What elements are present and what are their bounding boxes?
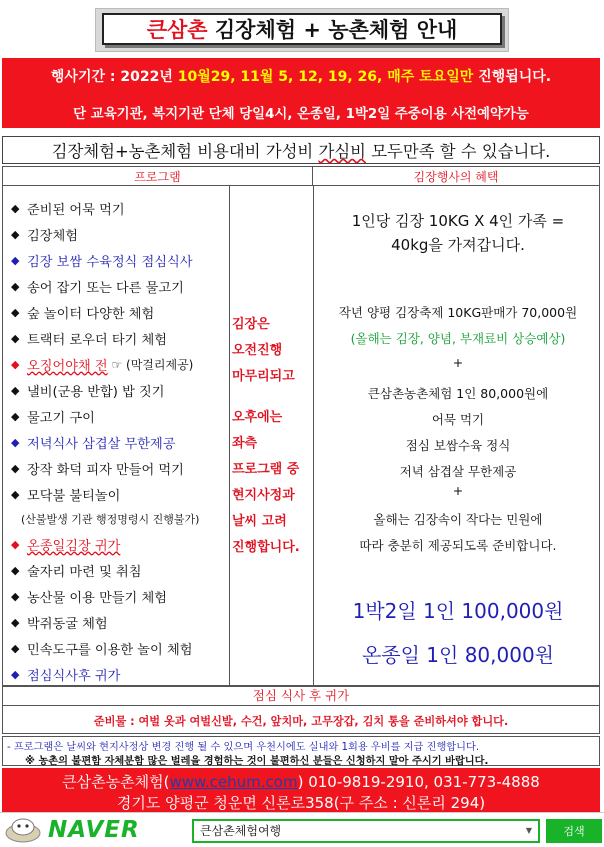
benefit-plus: +	[452, 355, 464, 370]
search-query: 큰삼촌체험여행	[200, 824, 282, 838]
notes-section	[2, 736, 600, 766]
diamond-bullet-icon: ◆	[11, 331, 20, 345]
diamond-bullet-icon: ◆	[11, 667, 20, 681]
contact-phone	[2, 771, 600, 792]
program-item	[11, 507, 233, 531]
program-item	[11, 609, 233, 635]
program-item-label: 민속도구를 이용한 놀이 체험	[27, 642, 193, 658]
program-item	[11, 247, 233, 273]
diamond-bullet-icon: ◆	[11, 305, 20, 319]
title-rest: 김장체험 + 농촌체험 안내	[207, 18, 458, 42]
benefit-kimchi-note	[315, 507, 601, 559]
naver-logo: NAVER	[48, 817, 140, 843]
program-item-label: 저녁식사 삼겹살 무한제공	[27, 436, 176, 452]
title-brand: 큰삼촌	[146, 18, 208, 42]
program-item-label: 모닥불 불티놀이	[27, 488, 121, 504]
text-line: 큰삼촌농촌체험 1인 80,000원에	[367, 386, 549, 401]
program-header: 프로그램	[3, 167, 313, 186]
program-item-label: (산불발생 기관 행정명령시 진행불가)	[21, 513, 200, 526]
event-dates-highlight: 10월29, 11월 5, 12, 19, 26, 매주 토요일만	[177, 69, 474, 85]
program-item-label: 술자리 마련 및 취침	[27, 564, 142, 580]
text-line: 좌측	[232, 436, 258, 451]
program-item	[11, 351, 233, 377]
diamond-bullet-icon: ◆	[11, 253, 20, 267]
search-input[interactable]	[192, 819, 540, 843]
benefit-cost-note: (올해는 김장, 양념, 부재료비 상승예상)	[350, 331, 566, 346]
benefit-package	[315, 381, 601, 485]
naver-search-bar	[0, 812, 604, 847]
program-item-extra: ☞ (막걸리제공)	[107, 357, 194, 372]
text-line: 김장은	[232, 317, 270, 332]
program-list	[11, 195, 233, 687]
text-line: 프로그램 중	[232, 462, 300, 477]
program-item-label: 트랙터 로우더 타기 체험	[27, 332, 167, 348]
program-table	[2, 166, 600, 686]
text-line: 점심 보쌈수육 정식	[405, 438, 511, 453]
dropdown-arrow-icon[interactable]: ▼	[525, 826, 532, 835]
inconvenience-note: ※ 농촌의 불편함 자체분함 많은 벌레을 경험하는 것이 불편하신 분들은 신청하지 말아 주시기 바랍니다.	[25, 756, 489, 767]
price-day: 온종일 1인 80,000원	[361, 643, 555, 667]
text-line: 진행합니다.	[232, 540, 300, 555]
program-item	[11, 273, 233, 299]
event-group-note: 단 교육기관, 복지기관 단체 당일4시, 온종일, 1박2일 주중이용 사전예약가능	[73, 107, 529, 122]
program-item	[11, 195, 233, 221]
lunch-return: 점심 식사 후 귀가	[3, 686, 599, 706]
diamond-bullet-icon: ◆	[11, 227, 20, 241]
text-line: 날씨 고려	[232, 514, 287, 529]
bring-section	[2, 686, 600, 734]
text-line: 마무리되고	[232, 369, 295, 384]
program-item-label: 낼비(군용 반합) 밥 짓기	[27, 384, 165, 400]
text-line: 현지사정과	[232, 488, 295, 503]
search-button[interactable]: 검색	[546, 819, 602, 843]
program-item-label: 숲 놀이터 다양한 체험	[27, 306, 155, 322]
benefit-header: 김장행사의 혜택	[313, 167, 599, 186]
diamond-bullet-icon: ◆	[11, 589, 20, 603]
program-item	[11, 403, 233, 429]
diamond-bullet-icon: ◆	[11, 487, 20, 501]
diamond-bullet-icon: ◆	[11, 279, 20, 293]
contact-address: 경기도 양평군 청운면 신론로358(구 주소 : 신론리 294)	[116, 794, 486, 812]
program-item-label: 물고기 구이	[27, 410, 95, 426]
subhead-wavy: 가심비	[318, 142, 366, 161]
event-header	[2, 58, 600, 128]
program-item	[11, 377, 233, 403]
text-line: 오전진행	[232, 343, 283, 358]
diamond-bullet-icon: ◆	[11, 461, 20, 475]
event-dates	[2, 66, 600, 86]
program-item	[11, 531, 233, 557]
program-item	[11, 429, 233, 455]
mascot-icon	[4, 817, 42, 843]
program-item-label: 김장체험	[27, 228, 78, 244]
diamond-bullet-icon: ◆	[11, 357, 20, 371]
program-item-label: 온종일김장 귀가	[27, 538, 121, 554]
value-subhead	[2, 136, 600, 164]
price-overnight: 1박2일 1인 100,000원	[352, 599, 564, 623]
benefit-last-year: 작년 양평 김장축제 10KG판매가 70,000원	[338, 305, 578, 320]
program-item	[11, 481, 233, 507]
contact-numbers: ) 010-9819-2910, 031-773-4888	[297, 773, 540, 791]
benefit-plus-2: +	[452, 483, 464, 498]
event-dates-suffix: 진행됩니다.	[473, 69, 552, 85]
diamond-bullet-icon: ◆	[11, 409, 20, 423]
diamond-bullet-icon: ◆	[11, 383, 20, 397]
program-item	[11, 299, 233, 325]
benefit-kimchi	[315, 209, 601, 257]
program-item	[11, 583, 233, 609]
contact-name: 큰삼촌농촌체험(	[62, 773, 170, 791]
text-line: 1인당 김장 10KG X 4인 가족 =	[351, 212, 565, 230]
program-item	[11, 557, 233, 583]
diamond-bullet-icon: ◆	[11, 435, 20, 449]
program-item	[11, 635, 233, 661]
text-line: 오후에는	[232, 410, 283, 425]
bring-list: 준비물 : 여벌 옷과 여벌신발, 수건, 앞치마, 고무장갑, 김치 통을 준비하셔야 합니다.	[93, 715, 509, 728]
program-item-label: 농산물 이용 만들기 체험	[27, 590, 167, 606]
diamond-bullet-icon: ◆	[11, 201, 20, 215]
diamond-bullet-icon: ◆	[11, 615, 20, 629]
subhead-prefix: 김장체험+농촌체험 비용대비 가성비	[51, 142, 319, 161]
program-item-label: 김장 보쌈 수육정식 점심식사	[27, 254, 193, 270]
program-item-label: 박쥐동굴 체험	[27, 616, 108, 632]
program-item-label: 오징어야채 전	[27, 358, 108, 374]
contact-bar	[2, 768, 600, 812]
text-line: 올해는 김장속이 작다는 민원에	[373, 512, 543, 527]
program-item	[11, 455, 233, 481]
program-item	[11, 661, 233, 687]
program-item-label: 준비된 어묵 먹기	[27, 202, 125, 218]
subhead-suffix: 모두만족 할 수 있습니다.	[365, 142, 551, 161]
weather-note: - 프로그램은 날씨와 현지사정상 변경 진행 될 수 있으며 우천시에도 실내와 1회용 우비를 지급 진행합니다.	[7, 742, 480, 753]
program-item-label: 점심식사후 귀가	[27, 668, 121, 684]
website-link[interactable]: www.cehum.com	[169, 773, 298, 791]
diamond-bullet-icon: ◆	[11, 537, 20, 551]
text-line: 40kg을 가져갑니다.	[391, 236, 525, 254]
diamond-bullet-icon: ◆	[11, 641, 20, 655]
middle-note-morning	[232, 312, 316, 390]
event-dates-prefix: 행사기간 : 2022년	[50, 69, 178, 85]
text-line: 저녁 삼겹살 무한제공	[399, 464, 517, 479]
text-line: 어묵 먹기	[431, 412, 485, 427]
program-item-label: 장작 화덕 피자 만들어 먹기	[27, 462, 184, 478]
program-item-label: 송어 잡기 또는 다른 물고기	[27, 280, 184, 296]
page-title	[102, 13, 502, 45]
program-item	[11, 221, 233, 247]
diamond-bullet-icon: ◆	[11, 563, 20, 577]
text-line: 따라 충분히 제공되도록 준비합니다.	[359, 538, 557, 553]
title-banner	[95, 8, 509, 52]
program-item	[11, 325, 233, 351]
middle-note-afternoon	[232, 405, 316, 561]
